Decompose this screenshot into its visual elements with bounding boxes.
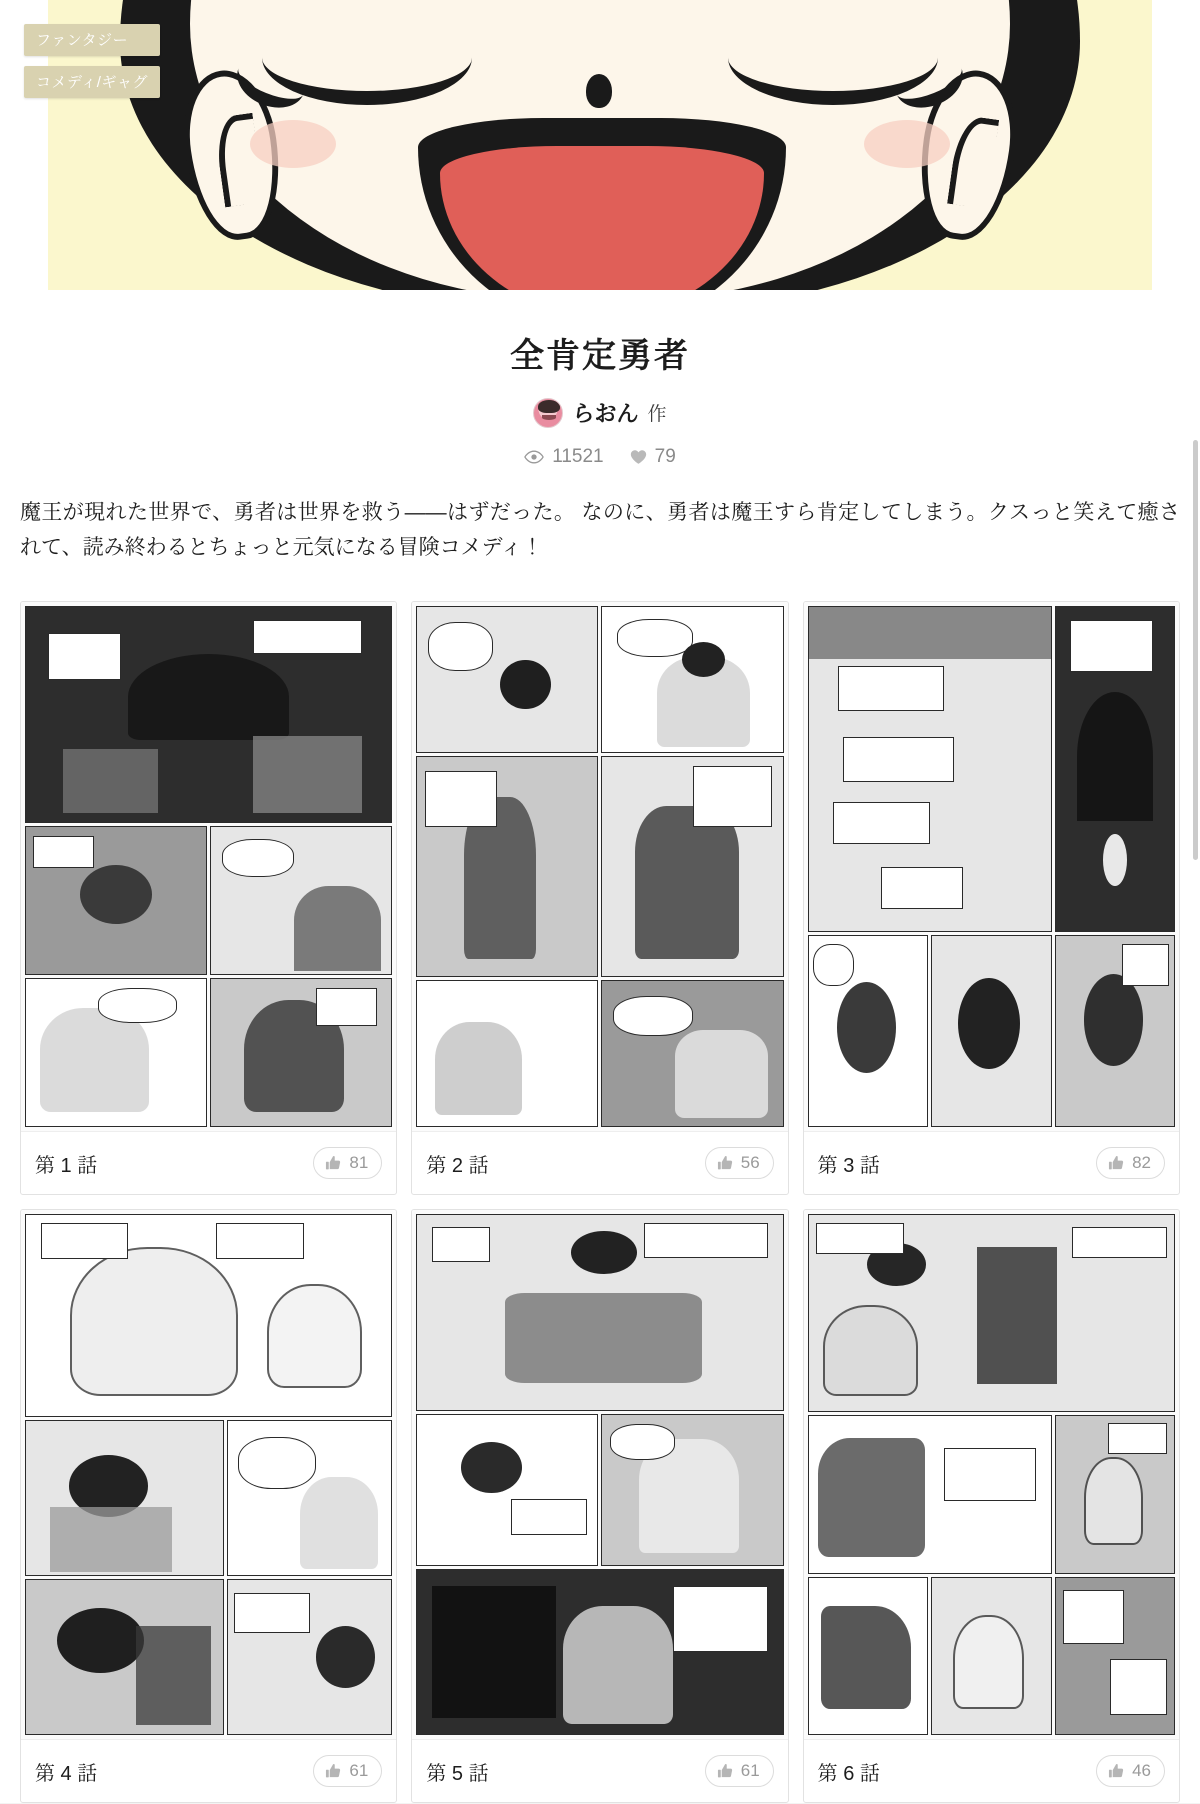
episode-grid (0, 575, 1200, 1803)
episode-card[interactable] (803, 601, 1180, 1195)
manga-panel (601, 756, 783, 977)
hero-illustration (0, 0, 1200, 290)
manga-panel (416, 606, 598, 753)
thumbs-up-icon (717, 1155, 734, 1172)
episode-like-button[interactable] (1096, 1755, 1165, 1787)
page-title: 全肯定勇者 (510, 337, 690, 375)
character-mouth (418, 118, 786, 290)
manga-panel (931, 1577, 1051, 1735)
episode-card[interactable] (411, 601, 788, 1195)
episode-title: 第 4 話 (35, 1762, 98, 1785)
genre-tag-comedy[interactable]: コメディ/ギャグ (24, 66, 160, 98)
manga-panel (808, 606, 1052, 932)
episode-card[interactable] (411, 1209, 788, 1803)
episode-title: 第 2 話 (426, 1154, 489, 1177)
ear-inner-right (947, 114, 999, 209)
episode-thumbnail[interactable] (21, 1210, 396, 1740)
episode-thumbnail[interactable] (21, 602, 396, 1132)
episode-card[interactable] (20, 1209, 397, 1803)
episode-like-button[interactable] (705, 1755, 774, 1787)
hero-banner (0, 0, 1200, 290)
thumbs-up-icon (1108, 1155, 1125, 1172)
author-row[interactable] (0, 397, 1200, 428)
manga-panel (25, 606, 392, 822)
manga-panel (25, 1420, 224, 1576)
vertical-scrollbar[interactable] (1193, 440, 1198, 860)
manga-panel (601, 980, 783, 1127)
episode-footer (412, 1740, 787, 1802)
episode-title: 第 6 話 (817, 1762, 880, 1785)
manga-panel (416, 1569, 783, 1736)
eye-icon (524, 450, 544, 464)
episode-like-button[interactable] (313, 1755, 382, 1787)
manga-panel (227, 1420, 393, 1576)
episode-like-count: 61 (349, 1761, 369, 1781)
episode-card[interactable] (20, 601, 397, 1195)
episode-footer (804, 1740, 1179, 1802)
episode-title: 第 1 話 (35, 1154, 98, 1177)
like-count-stat (630, 446, 676, 468)
episode-thumbnail[interactable] (804, 1210, 1179, 1740)
manga-panel (1055, 935, 1175, 1127)
manga-panel (25, 978, 207, 1127)
genre-tag-list (24, 24, 160, 98)
manga-panel (808, 935, 928, 1127)
episode-like-count: 61 (740, 1761, 760, 1781)
work-info-section (0, 290, 1200, 575)
episode-like-count: 81 (349, 1153, 369, 1173)
manga-panel (601, 1414, 783, 1565)
episode-title: 第 5 話 (426, 1762, 489, 1785)
hero-margin-right (1152, 0, 1200, 290)
manga-panel (416, 980, 598, 1127)
episode-like-button[interactable] (313, 1147, 382, 1179)
genre-tag-fantasy[interactable]: ファンタジー (24, 24, 160, 56)
manga-panel (808, 1577, 928, 1735)
author-name[interactable]: らおん (572, 401, 639, 426)
heart-icon (630, 449, 647, 465)
episode-title: 第 3 話 (817, 1154, 880, 1177)
episode-like-count: 82 (1132, 1153, 1151, 1173)
episode-footer (21, 1740, 396, 1802)
character-mouth-inner (440, 146, 764, 290)
manga-panel (210, 826, 392, 975)
like-count-value: 79 (654, 446, 676, 467)
manga-panel (1055, 1577, 1175, 1735)
synopsis-text: 魔王が現れた世界で、勇者は世界を救う——はずだった。 なのに、勇者は魔王すら肯定してしまう。クスっと笑えて癒されて、読み終わるとちょっと元気になる冒険コメディ！ (20, 501, 1180, 559)
manga-panel (416, 1214, 783, 1411)
manga-panel (25, 826, 207, 975)
manga-panel (416, 1414, 598, 1565)
episode-thumbnail[interactable] (804, 602, 1179, 1132)
episode-footer (412, 1132, 787, 1194)
manga-panel (601, 606, 783, 753)
view-count-value: 11521 (552, 446, 604, 467)
manga-panel (210, 978, 392, 1127)
ear-inner-left (213, 113, 265, 208)
character-cheek-right (864, 120, 950, 168)
manga-panel (808, 1415, 1052, 1573)
manga-panel (416, 756, 598, 977)
episode-footer (804, 1132, 1179, 1194)
thumbs-up-icon (1108, 1763, 1125, 1780)
manga-panel (25, 1579, 224, 1735)
episode-like-count: 56 (740, 1153, 760, 1173)
thumbs-up-icon (717, 1763, 734, 1780)
character-nose (586, 74, 612, 108)
stats-row (0, 446, 1200, 468)
avatar[interactable] (533, 398, 563, 428)
episode-thumbnail[interactable] (412, 602, 787, 1132)
thumbs-up-icon (325, 1155, 342, 1172)
manga-panel (808, 1214, 1175, 1412)
manga-panel (931, 935, 1051, 1127)
thumbs-up-icon (325, 1763, 342, 1780)
manga-panel (227, 1579, 393, 1735)
episode-like-button[interactable] (1096, 1147, 1165, 1179)
episode-like-count: 46 (1132, 1761, 1151, 1781)
view-count-stat (524, 446, 603, 468)
character-cheek-left (250, 120, 336, 168)
author-suffix-label: 作 (647, 404, 667, 425)
episode-like-button[interactable] (705, 1147, 774, 1179)
episode-card[interactable] (803, 1209, 1180, 1803)
episode-footer (21, 1132, 396, 1194)
episode-thumbnail[interactable] (412, 1210, 787, 1740)
manga-panel (25, 1214, 392, 1417)
manga-panel (1055, 606, 1175, 932)
manga-panel (1055, 1415, 1175, 1573)
